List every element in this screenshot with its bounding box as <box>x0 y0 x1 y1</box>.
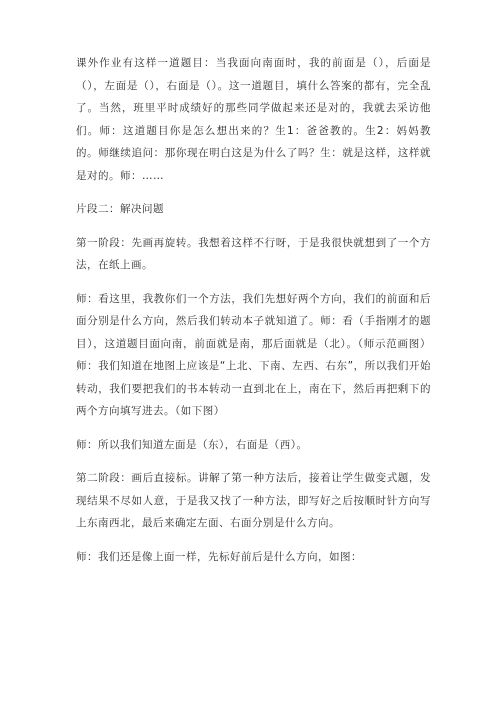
paragraph-stage-one: 第一阶段：先画再旋转。我想着这样不行呀，于是我很快就想到了一个方法，在纸上画。 <box>76 236 431 271</box>
paragraph-homework-question: 课外作业有这样一道题目：当我面向南面时，我的前面是（），后面是（），左面是（），右面是（）。这一道题目，填什么答案的都有，完全乱了。当然，班里平时成绩好的那些同学做起来还是对的，我就去采访他们。师：这道题目你是怎么想出来的？生1：爸爸教的。生2：妈妈教的。师继续追问：那你现在明白这是为什么了吗？生：就是这样，这样就是对的。师：…… <box>76 57 431 182</box>
document-body <box>76 52 431 579</box>
paragraph-teacher-conclusion: 师：所以我们知道左面是（东），右面是（西）。 <box>76 438 308 451</box>
paragraph-teacher-mark: 师：我们还是像上面一样，先标好前后是什么方向，如图： <box>76 550 362 563</box>
paragraph-stage-two: 第二阶段：画后直接标。讲解了第一种方法后，接着让学生做变式题，发现结果不尽如人意，于是我又找了一种方法，即写好之后按顺时针方向写上东南西北，最后来确定左面、右面分别是什么方向。 <box>76 472 431 529</box>
paragraph-teacher-method: 师：看这里，我教你们一个方法，我们先想好两个方向，我们的前面和后面分别是什么方向，然后我们转动本子就知道了。师：看（手指刚才的题目），这道题目面向南，前面就是南，那后面就是（北）。（师示范画图）师：我们知道在地图上应该是“上北、下南、左西、右东”，所以我们开始转动，我们要把我们的书本转动一直到北在上，南在下，然后再把剩下的两个方向填写进去。（如下图） <box>76 292 431 417</box>
section-heading-solve-problem: 片段二：解决问题 <box>76 203 164 215</box>
